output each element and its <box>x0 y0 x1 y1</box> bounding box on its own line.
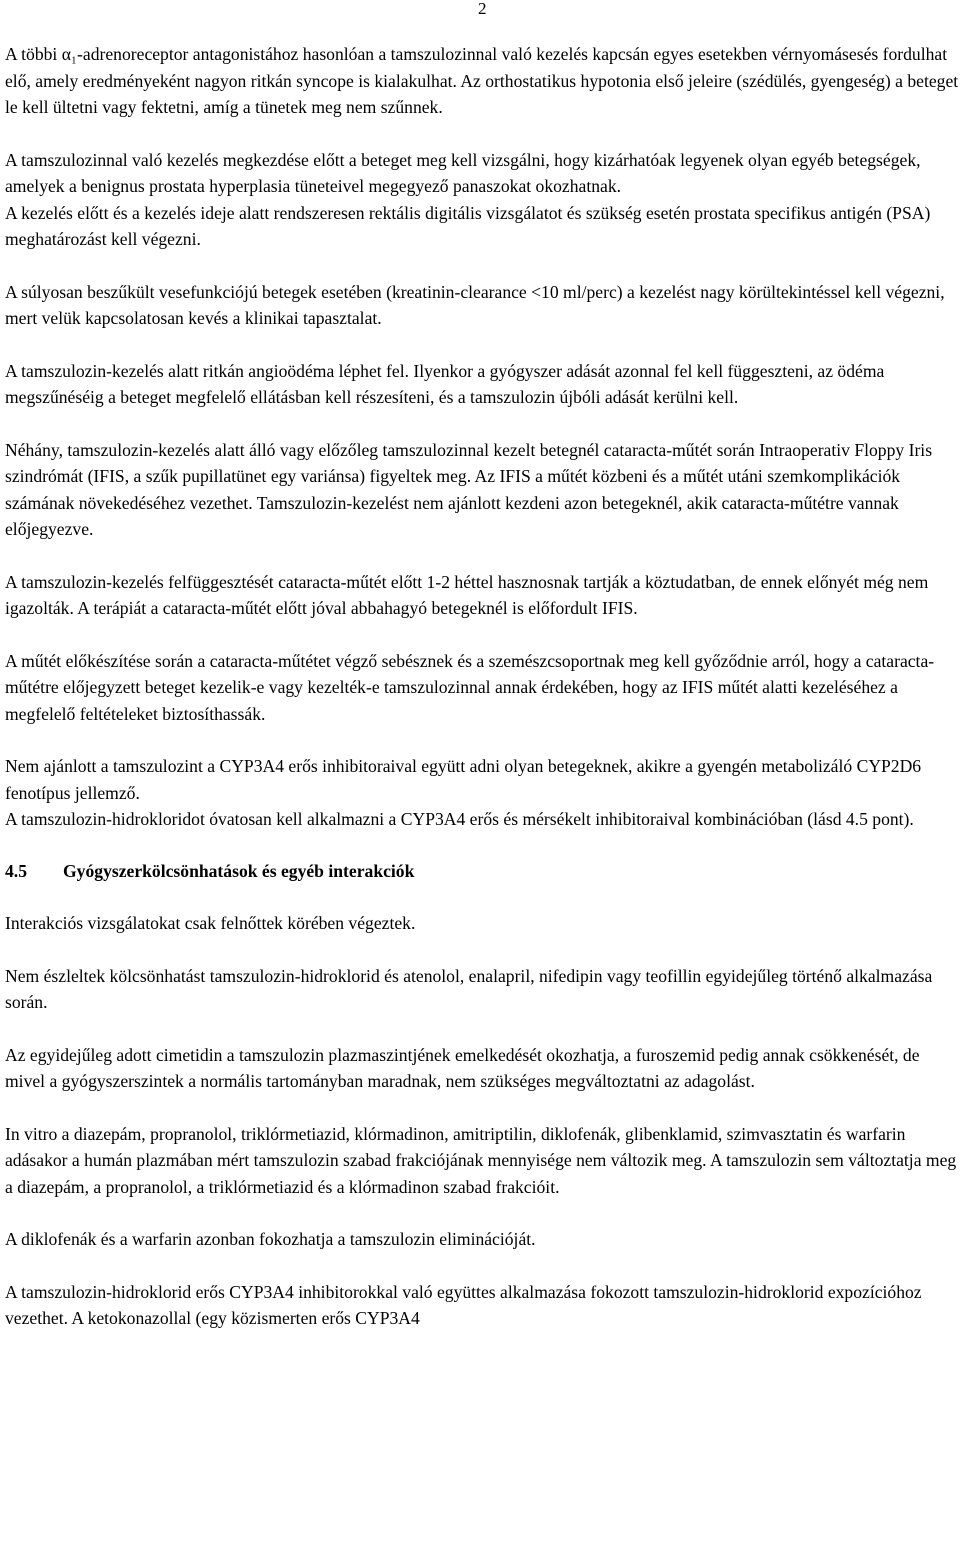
section-title: Gyógyszerkölcsönhatások és egyéb interakciók <box>63 860 415 881</box>
paragraph-cyp3a4-cyp2d6: Nem ajánlott a tamszulozint a CYP3A4 erős inhibitoraival együtt adni olyan betegeknek, akikre a gyengén metabolizáló CYP2D6 fenotípus jellemző. <box>5 756 922 803</box>
paragraph-diclofenac-warfarin: A diklofenák és a warfarin azonban fokozhatja a tamszulozin eliminációját. <box>5 1229 536 1249</box>
page-number: 2 <box>478 0 487 18</box>
paragraph-orthostatic-hypotension: A többi α₁-adrenoreceptor antagonistához hasonlóan a tamszulozinnal való kezelés kapcsán egyes esetekben vérnyomásesés fordulhat elő, amely eredményeként nagyon ritkán syncope is kialakulhat. Az orthostatikus hypotonia első jeleire (szédülés, gyengeség) a beteget le kell ültetni vagy fektetni, amíg a tünetek meg nem szűnnek. <box>5 44 959 117</box>
paragraph-angioedema: A tamszulozin-kezelés alatt ritkán angioödéma léphet fel. Ilyenkor a gyógyszer adását azonnal fel kell függeszteni, az ödéma megszűnéséig a beteget megfelelő ellátásban kell részesíteni, és a tamszulozin újbóli adását kerülni kell. <box>5 360 885 407</box>
paragraph-no-interaction: Nem észleltek kölcsönhatást tamszulozin-hidroklorid és atenolol, enalapril, nifedipin vagy teofillin egyidejűleg történő alkalmazása során. <box>5 965 933 1012</box>
paragraph-cimetidine-furosemide: Az egyidejűleg adott cimetidin a tamszulozin plazmaszintjének emelkedését okozhatja, a furoszemid pedig annak csökkenését, de mivel a gyógyszerszintek a normális tartományban maradnak, nem szükséges megváltoztatni az adagolást. <box>5 1044 920 1091</box>
paragraph-ifis: Néhány, tamszulozin-kezelés alatt álló vagy előzőleg tamszulozinnal kezelt betegnél cataracta-műtét során Intraoperativ Floppy Iris szindrómát (IFIS, a szűk pupillatünet egy variánsa) figyeltek meg. Az IFIS a műtét közbeni és a műtét utáni szemkomplikációk számának növekedéséhez vezethet. Tamszulozin-kezelést nem ajánlott kezdeni azon betegeknél, akik cataracta-műtétre vannak előjegyezve. <box>5 439 933 539</box>
section-number: 4.5 <box>5 860 27 881</box>
paragraph-cyp3a4-inhibitors: A tamszulozin-hidroklorid erős CYP3A4 inhibitorokkal való együttes alkalmazása fokozott tamszulozin-hidroklorid expozícióhoz vezethet. A ketokonazollal (egy közismerten erős CYP3A4 <box>5 1281 922 1328</box>
paragraph-pre-treatment-exam: A tamszulozinnal való kezelés megkezdése előtt a beteget meg kell vizsgálni, hogy kizárhatóak legyenek olyan egyéb betegségek, amelyek a benignus prostata hyperplasia tüneteivel megegyező panaszokat okozhatnak. <box>5 149 921 196</box>
paragraph-rectal-psa-exam: A kezelés előtt és a kezelés ideje alatt rendszeresen rektális digitális vizsgálatot és szükség esetén prostata specifikus antigén (PSA) meghatározást kell végezni. <box>5 202 931 249</box>
paragraph-in-vitro: In vitro a diazepám, propranolol, triklórmetiazid, klórmadinon, amitriptilin, diklofenák, glibenklamid, szimvasztatin és warfarin adásakor a humán plazmában mért tamszulozin szabad frakciójának mennyisége nem változik meg. A tamszulozin sem változtatja meg a diazepám, a propranolol, a triklórmetiazid és a klórmadinon szabad frakcióit. <box>5 1123 957 1197</box>
document-body <box>5 41 960 1332</box>
paragraph-surgery-preparation: A műtét előkészítése során a cataracta-műtétet végző sebésznek és a szemészcsoportnak meg kell győződnie arról, hogy a cataracta-műtétre előjegyzett beteget kezelik-e vagy kezelték-e tamszulozinnal annak érdekében, hogy az IFIS műtét alatti kezeléséhez a megfelelő feltételeket biztosíthassák. <box>5 650 935 724</box>
paragraph-interaction-studies: Interakciós vizsgálatokat csak felnőttek körében végeztek. <box>5 913 416 933</box>
section-heading <box>5 858 960 885</box>
paragraph-ifis-discontinuation: A tamszulozin-kezelés felfüggesztését cataracta-műtét előtt 1-2 héttel hasznosnak tartják a köztudatban, de ennek előnyét még nem igazolták. A terápiát a cataracta-műtét előtt jóval abbahagyó betegeknél is előfordult IFIS. <box>5 571 929 618</box>
paragraph-cyp3a4-caution: A tamszulozin-hidrokloridot óvatosan kell alkalmazni a CYP3A4 erős és mérsékelt inhibitoraival kombinációban (lásd 4.5 pont). <box>5 809 914 829</box>
paragraph-renal-impairment: A súlyosan beszűkült vesefunkciójú betegek esetében (kreatinin-clearance <10 ml/perc) a kezelést nagy körültekintéssel kell végezni, mert velük kapcsolatosan kevés a klinikai tapasztalat. <box>5 281 945 328</box>
